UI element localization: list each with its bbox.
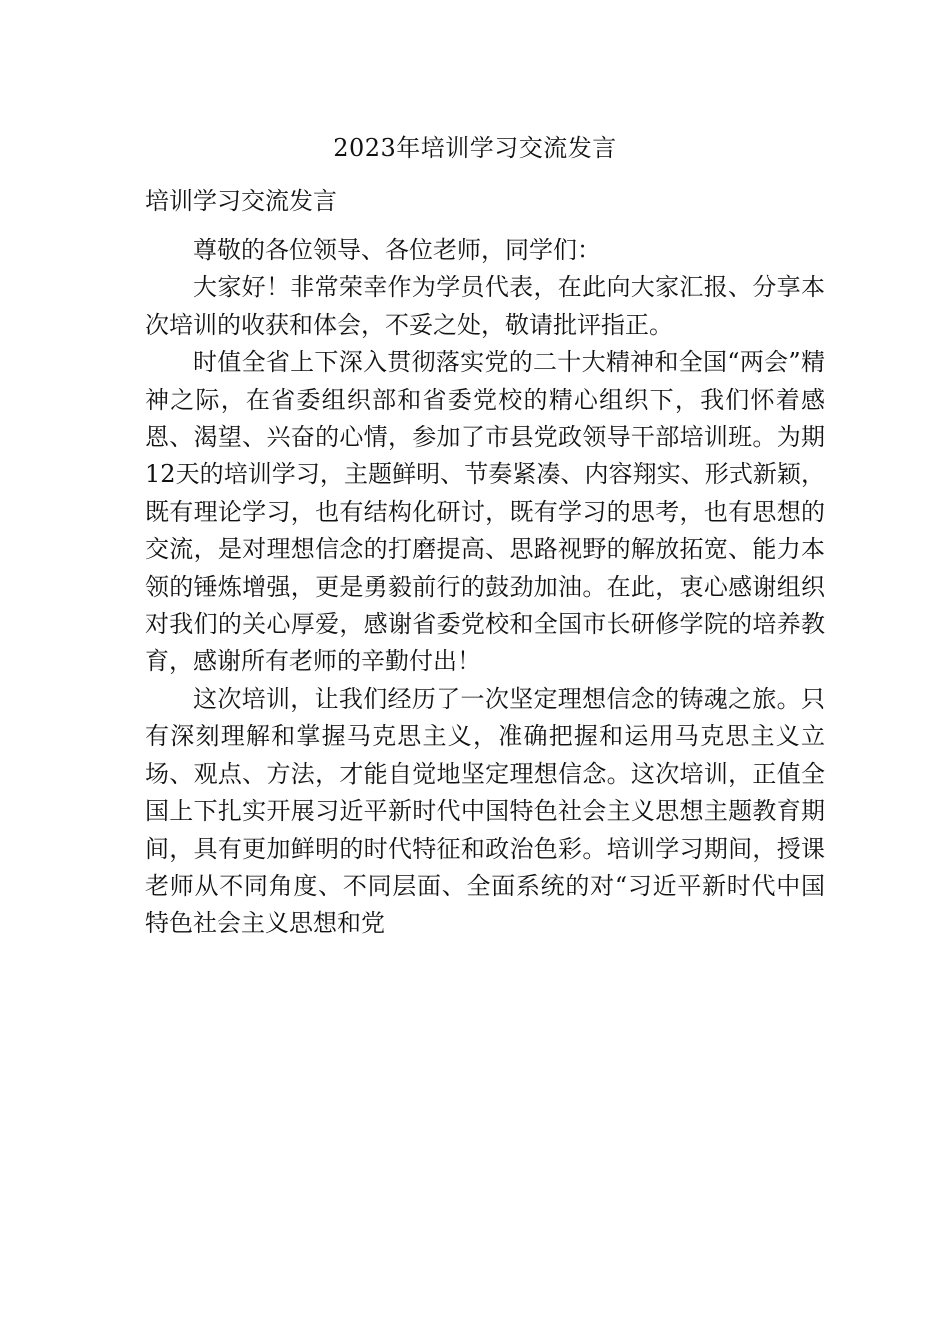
paragraph-background: 时值全省上下深入贯彻落实党的二十大精神和全国“两会”精神之际，在省委组织部和省委党校的精心组织下，我们怀着感恩、渴望、兴奋的心情，参加了市县党政领导干部培训班。为期12天的培训学习，主题鲜明、节奏紧凑、内容翔实、形式新颖，既有理论学习，也有结构化研讨，既有学习的思考，也有思想的交流，是对理想信念的打磨提高、思路视野的解放拓宽、能力本领的锤炼增强，更是勇毅前行的鼓劲加油。在此，衷心感谢组织对我们的关心厚爱，感谢省委党校和全国市长研修学院的培养教育，感谢所有老师的辛勤付出！ [145, 348, 825, 676]
paragraph-reflection: 这次培训，让我们经历了一次坚定理想信念的铸魂之旅。只有深刻理解和掌握马克思主义，准确把握和运用马克思主义立场、观点、方法，才能自觉地坚定理想信念。这次培训，正值全国上下扎实开展习近平新时代中国特色社会主义思想主题教育期间，具有更加鲜明的时代特征和政治色彩。培训学习期间，授课老师从不同角度、不同层面、全面系统的对“习近平新时代中国特色社会主义思想和党 [145, 684, 825, 938]
document-subtitle: 培训学习交流发言 [145, 187, 337, 215]
document-body [145, 232, 825, 943]
document-title: 2023年培训学习交流发言 [333, 134, 617, 162]
paragraph-greeting: 尊敬的各位领导、各位老师，同学们： [193, 236, 601, 264]
paragraph-opening: 大家好！非常荣幸作为学员代表，在此向大家汇报、分享本次培训的收获和体会，不妥之处，敬请批评指正。 [145, 273, 825, 339]
